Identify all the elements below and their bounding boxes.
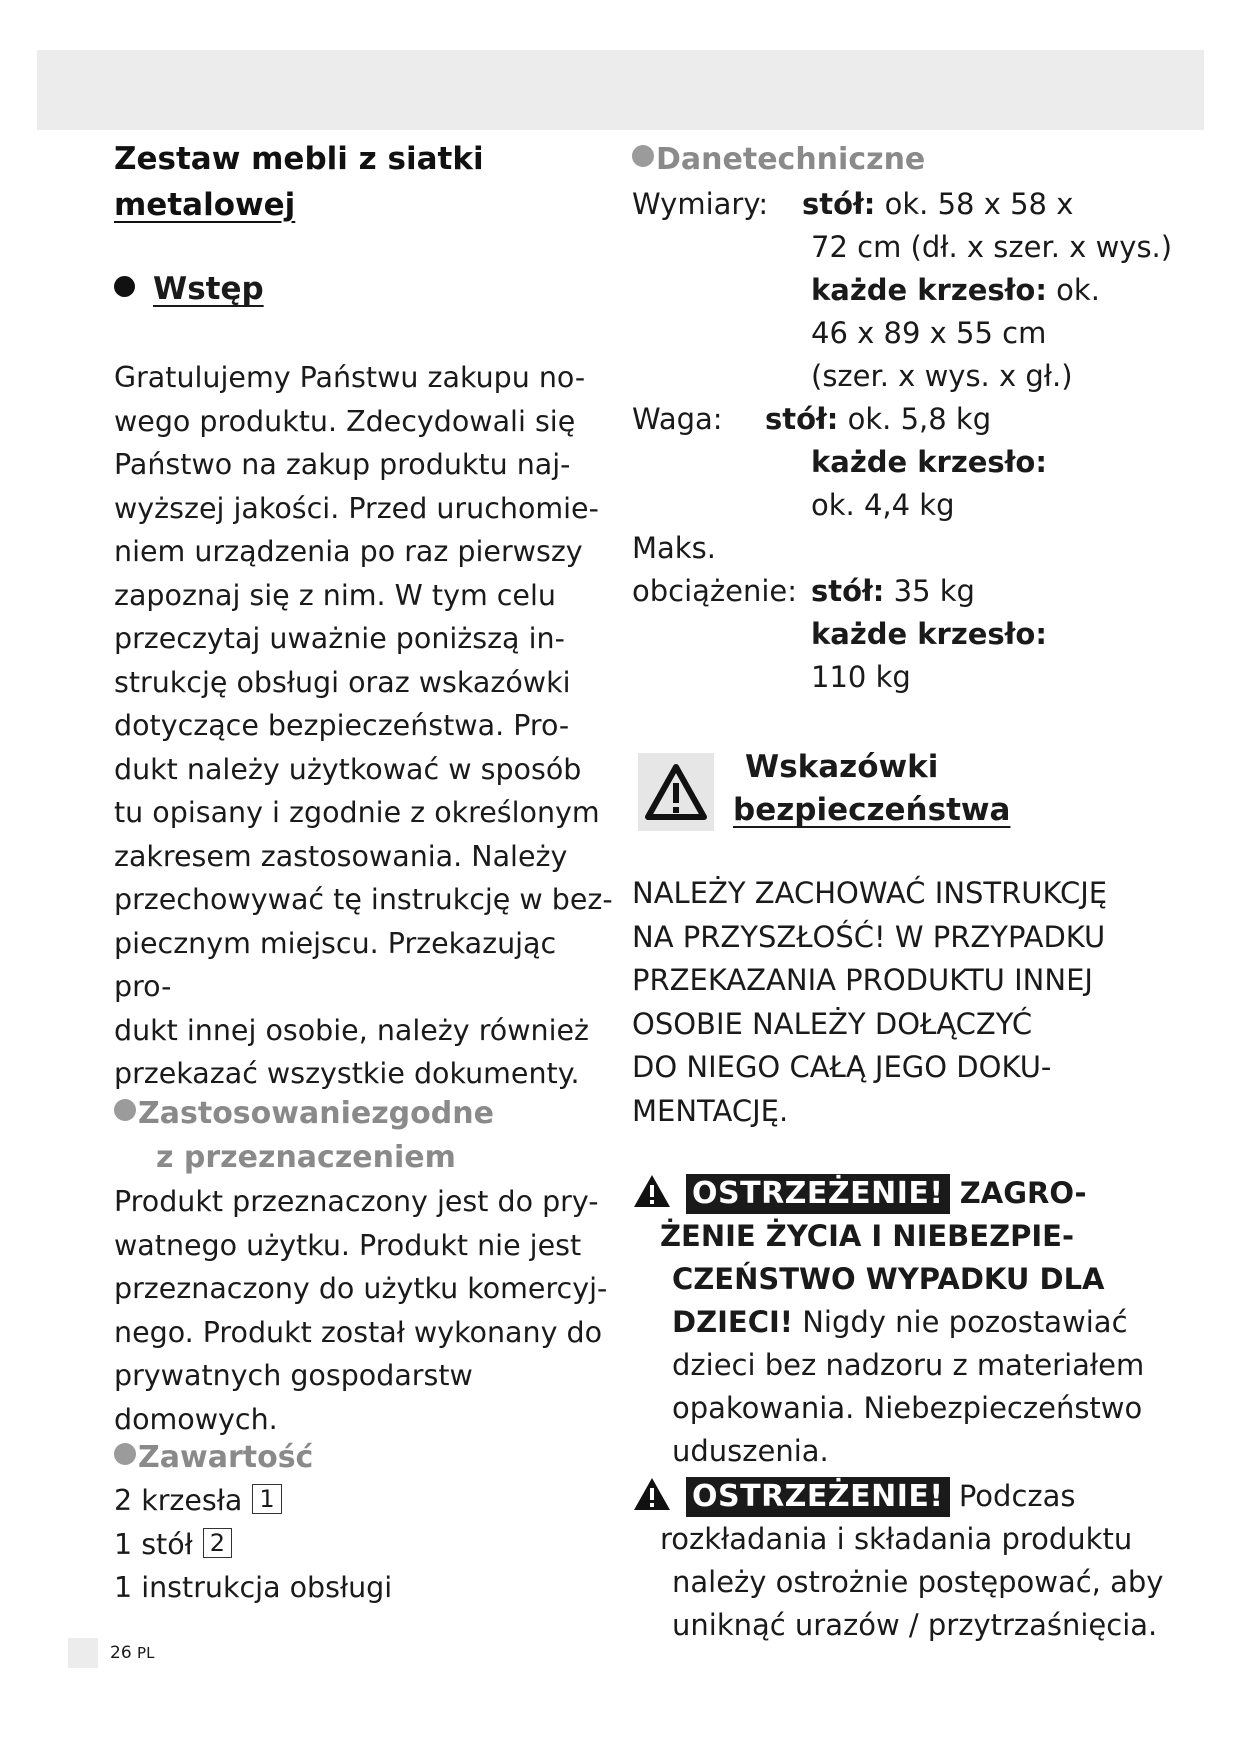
dimensions-table: stół: ok. 58 x 58 x — [802, 187, 1074, 221]
warning-1-line7: uduszenia. — [672, 1434, 829, 1468]
bullet-icon — [114, 1443, 136, 1465]
warning-2-line3: należy ostrożnie postępować, aby — [672, 1565, 1164, 1599]
page-number: 26 PL — [110, 1643, 155, 1663]
intro-heading: Wstęp — [114, 269, 264, 309]
tech-heading: Danetechniczne — [632, 138, 925, 182]
list-item: 1 stół 2 — [114, 1523, 392, 1567]
warning-1-line6: opakowania. Niebezpieczeństwo — [672, 1391, 1143, 1425]
bullet-icon — [114, 276, 135, 297]
intended-use-text: Produkt przeznaczony jest do pry- watnego użytku. Produkt nie jest przeznaczony do użytku komercyj- nego. Produkt został wykonany do prywatnych gospodarstw domowych. — [114, 1185, 608, 1436]
warning-1-line4: DZIECI! Nigdy nie pozostawiać — [672, 1305, 1128, 1339]
safety-caps-text: NALEŻY ZACHOWAĆ INSTRUKCJĘ NA PRZYSZŁOŚĆ! W PRZYPADKU PRZEKAZANIA PRODUKTU INNEJ OSOBIE NALEŻY DOŁĄCZYĆ DO NIEGO CAŁĄ JEGO DOKU- MENTACJĘ. — [632, 876, 1108, 1128]
warning-1-line1: OSTRZEŻENIE! ZAGRO- — [632, 1172, 1087, 1222]
max-load-table: stół: 35 kg — [811, 574, 975, 608]
warning-1-line2: ŻENIE ŻYCIA I NIEBEZPIE- — [660, 1219, 1075, 1253]
warning-triangle-icon — [638, 753, 714, 831]
list-item: 1 instrukcja obsługi — [114, 1571, 393, 1604]
list-item: 2 krzesła 1 — [114, 1479, 392, 1523]
max-load-chair-label: każde krzesło: — [811, 617, 1047, 651]
contents-list — [114, 1479, 392, 1610]
intended-use-heading: Zastosowaniezgodne z przeznaczeniem — [114, 1092, 494, 1180]
max-load-chair-value: 110 kg — [811, 660, 911, 694]
warning-2-line2: rozkładania i składania produktu — [660, 1522, 1133, 1556]
page-number-box — [68, 1638, 98, 1668]
max-load-label: Maks. obciążenie: — [632, 531, 798, 608]
warning-2-line1: OSTRZEŻENIE! Podczas — [632, 1475, 1076, 1525]
warning-1-line5: dzieci bez nadzoru z materiałem — [672, 1348, 1145, 1382]
header-band — [37, 50, 1204, 130]
weight-table: stół: ok. 5,8 kg — [765, 402, 992, 436]
part-ref-badge: 2 — [203, 1528, 232, 1558]
dimensions-chair-note: (szer. x wys. x gł.) — [811, 359, 1073, 393]
contents-heading: Zawartość — [114, 1436, 313, 1480]
warning-badge: OSTRZEŻENIE! — [686, 1477, 950, 1517]
part-ref-badge: 1 — [252, 1484, 281, 1514]
bullet-icon — [114, 1099, 136, 1121]
intro-text: Gratulujemy Państwu zakupu no- wego produktu. Zdecydowali się Państwo na zakup produktu naj- wyższej jakości. Przed uruchomie- niem urządzenia po raz pierwszy zapoznaj się z nim. W tym celu przeczytaj uważnie poniższą in- strukcję obsługi oraz wskazówki dotyczące bezpieczeństwa. Pro- dukt należy użytkować w sposób tu opisany i zgodnie z określonym zakresem zastosowania. Należy przechowywać tę instrukcję w bez- piecznym miejscu. Przekazując pro- dukt innej osobie, należy również przekazać wszystkie dokumenty. — [114, 361, 613, 1090]
dimensions-label: Wymiary: — [632, 187, 769, 221]
dimensions-chair-cont: 46 x 89 x 55 cm — [811, 316, 1047, 350]
warning-2-line4: uniknąć urazów / przytrzaśnięcia. — [672, 1608, 1158, 1642]
dimensions-chair: każde krzesło: ok. — [811, 273, 1100, 307]
document-title: Zestaw mebli z siatki metalowej — [114, 141, 484, 223]
weight-chair-value: ok. 4,4 kg — [811, 488, 955, 522]
weight-chair-label: każde krzesło: — [811, 445, 1047, 479]
bullet-icon — [632, 145, 654, 167]
safety-heading: Wskazówki bezpieczeństwa — [733, 749, 1011, 828]
dimensions-table-cont: 72 cm (dł. x szer. x wys.) — [811, 230, 1173, 264]
warning-badge: OSTRZEŻENIE! — [686, 1174, 950, 1214]
weight-label: Waga: — [632, 402, 723, 436]
warning-1-line3: CZEŃSTWO WYPADKU DLA — [672, 1262, 1105, 1296]
